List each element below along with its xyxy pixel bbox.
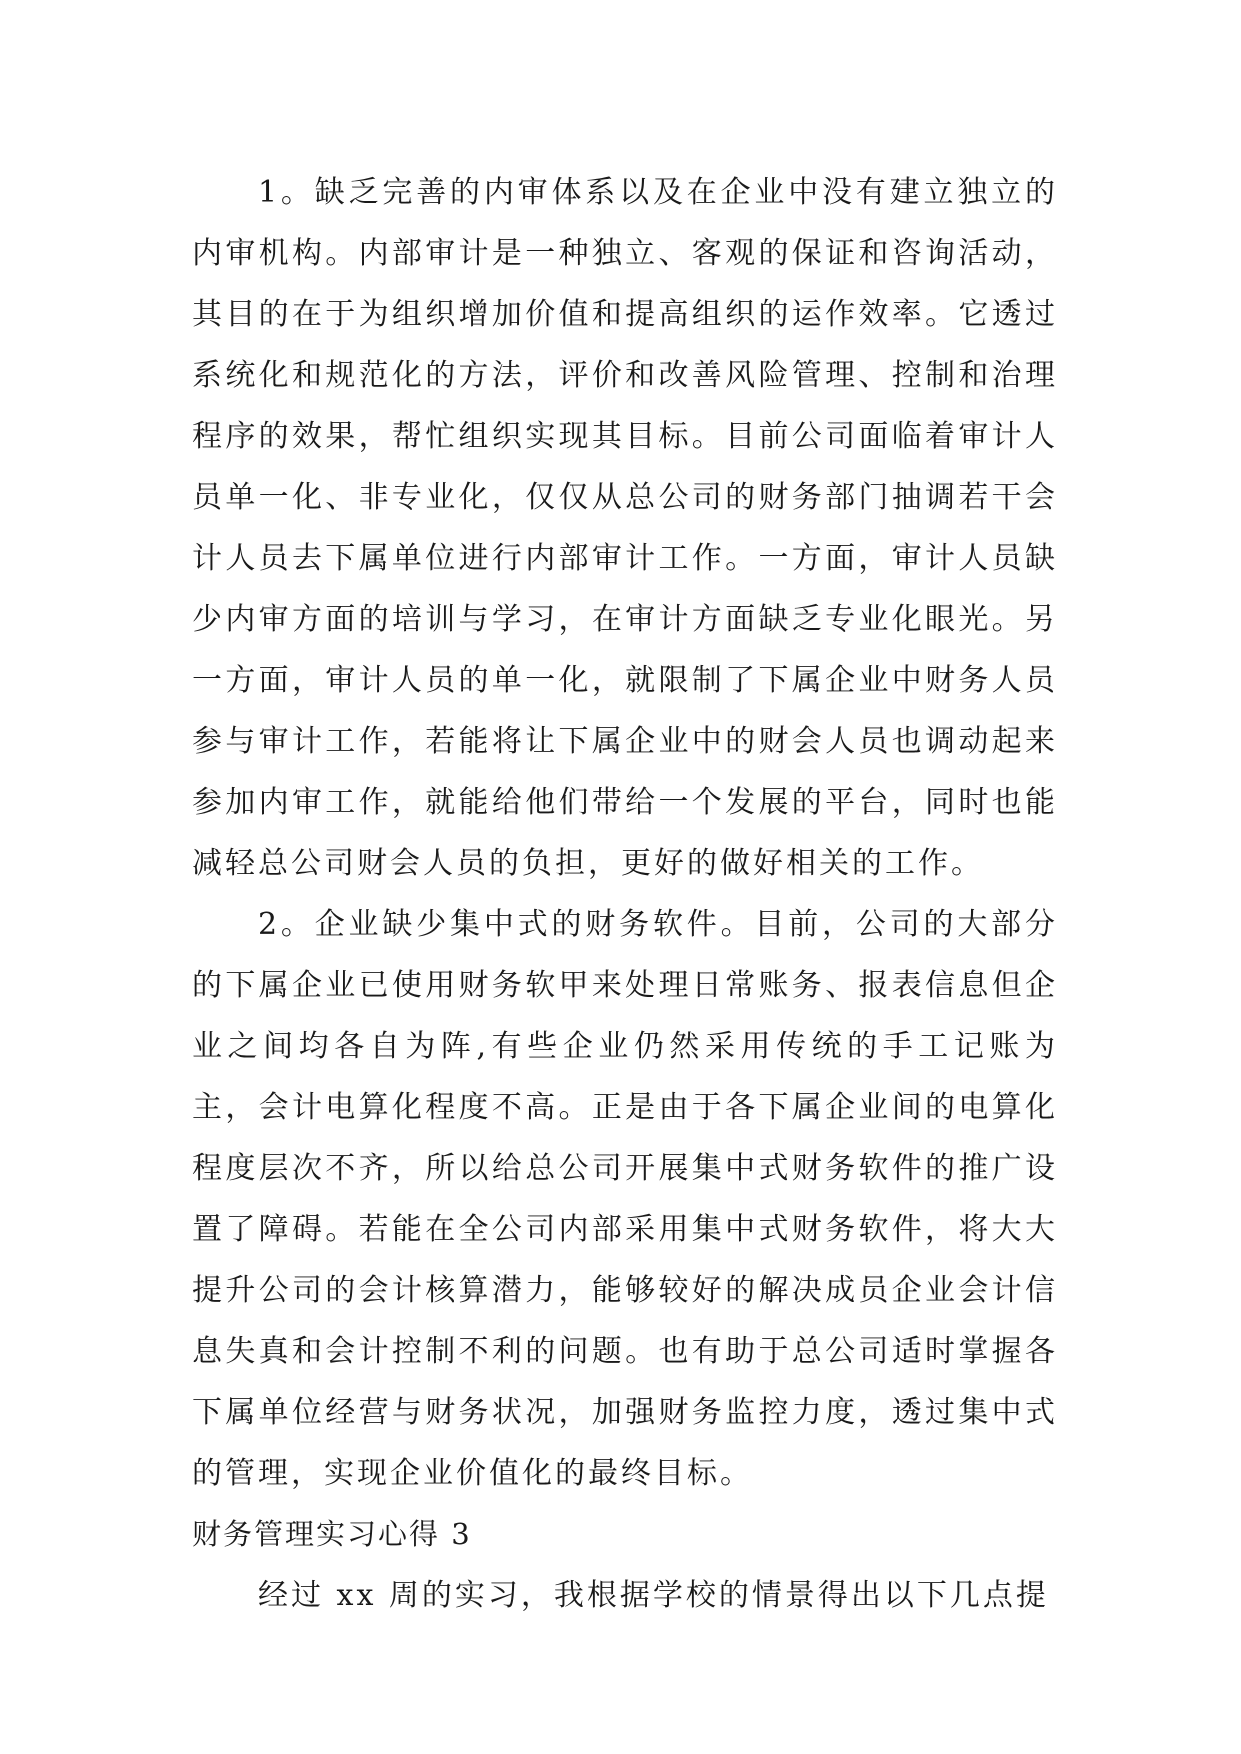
section-heading: 财务管理实习心得 3	[192, 1517, 472, 1551]
document-body	[192, 162, 1058, 1626]
paragraph-internship-intro: 经过 xx 周的实习，我根据学校的情景得出以下几点提	[258, 1578, 1049, 1613]
paragraph-financial-software: 2。企业缺少集中式的财务软件。目前，公司的大部分的下属企业已使用财务软甲来处理日常账务、报表信息但企业之间均各自为阵,有些企业仍然采用传统的手工记账为主，会计电算化程度不高。正是由于各下属企业间的电算化程度层次不齐，所以给总公司开展集中式财务软件的推广设置了障碍。若能在全公司内部采用集中式财务软件，将大大提升公司的会计核算潜力，能够较好的解决成员企业会计信息失真和会计控制不利的问题。也有助于总公司适时掌握各下属单位经营与财务状况，加强财务监控力度，透过集中式的管理，实现企业价值化的最终目标。	[192, 907, 1058, 1491]
paragraph-internal-audit: 1。缺乏完善的内审体系以及在企业中没有建立独立的内审机构。内部审计是一种独立、客观的保证和咨询活动，其目的在于为组织增加价值和提高组织的运作效率。它透过系统化和规范化的方法，评价和改善风险管理、控制和治理程序的效果，帮忙组织实现其目标。目前公司面临着审计人员单一化、非专业化，仅仅从总公司的财务部门抽调若干会计人员去下属单位进行内部审计工作。一方面，审计人员缺少内审方面的培训与学习，在审计方面缺乏专业化眼光。另一方面，审计人员的单一化，就限制了下属企业中财务人员参与审计工作，若能将让下属企业中的财会人员也调动起来参加内审工作，就能给他们带给一个发展的平台，同时也能减轻总公司财会人员的负担，更好的做好相关的工作。	[192, 175, 1058, 881]
